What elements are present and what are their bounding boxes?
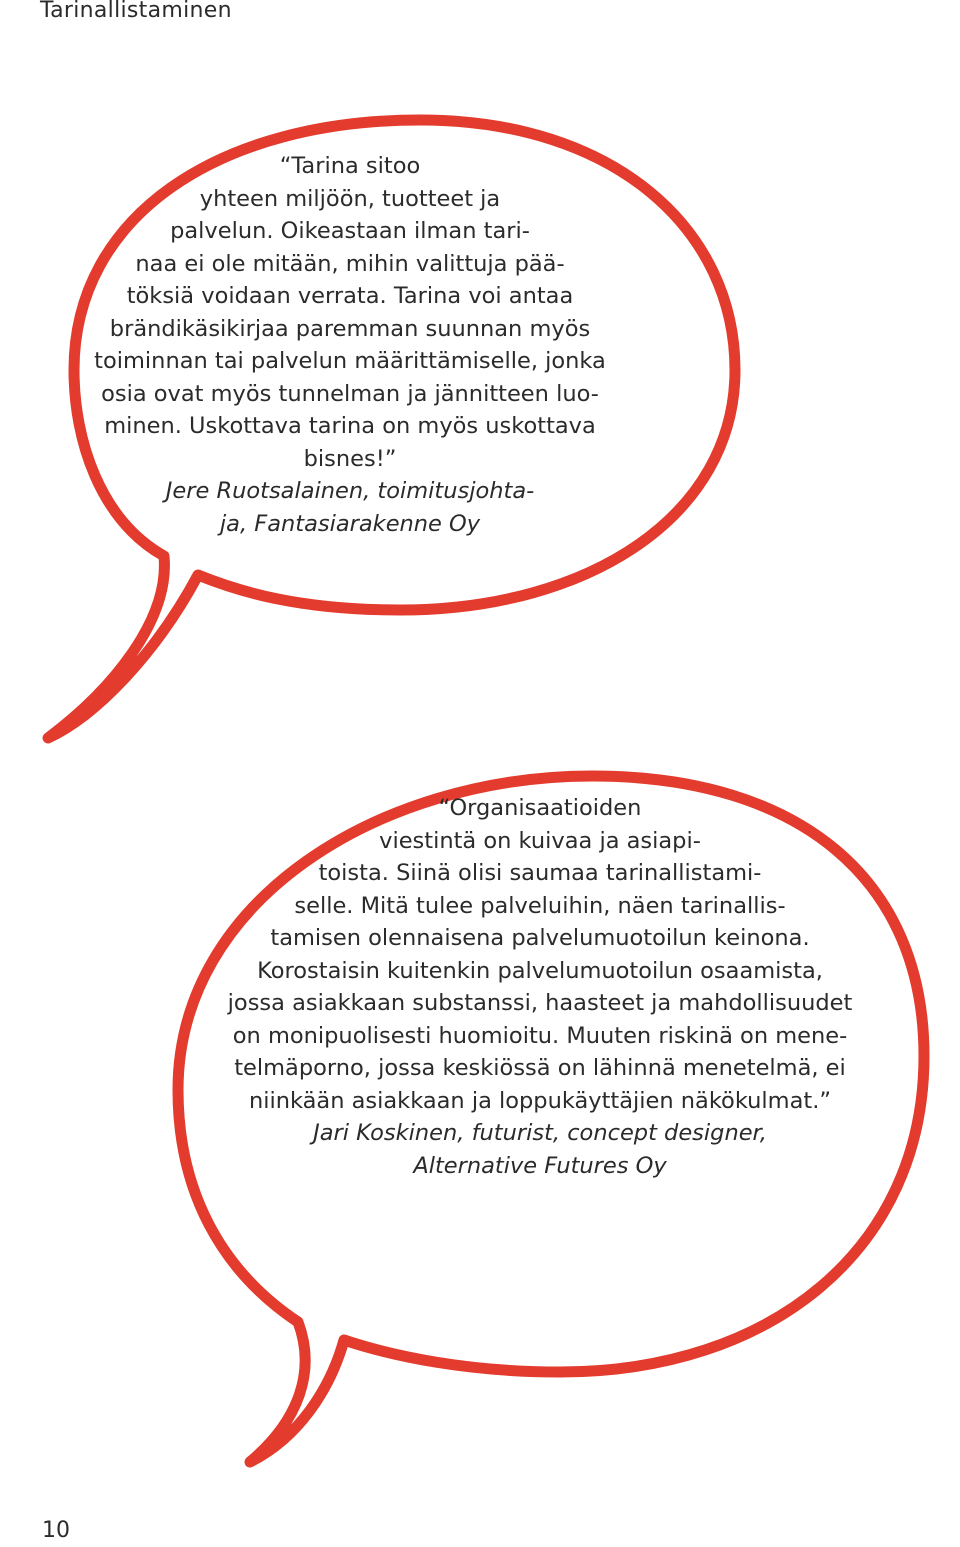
quote-line: yhteen miljöön, tuotteet ja — [199, 185, 501, 212]
quote-attribution: Alternative Futures Oy — [413, 1152, 667, 1179]
quote-line: toista. Siinä olisi saumaa tarinallistami- — [318, 860, 762, 886]
quote-line: töksiä voidaan verrata. Tarina voi antaa — [126, 283, 574, 309]
quote-line: osia ovat myös tunnelman ja jännitteen luo- — [101, 380, 599, 407]
quote-line: telmäporno, jossa keskiössä on lähinnä menetelmä, ei — [234, 1055, 846, 1081]
quote-line: “Organisaatioiden — [438, 795, 642, 821]
running-header: Tarinallistaminen — [40, 0, 232, 23]
quote-line: minen. Uskottava tarina on myös uskottava — [104, 413, 596, 439]
quote-line: jossa asiakkaan substanssi, haasteet ja mahdollisuudet — [227, 990, 853, 1016]
quote-line: on monipuolisesti huomioitu. Muuten riskinä on mene- — [232, 1022, 848, 1049]
quote-line: naa ei ole mitään, mihin valittuja pää- — [135, 250, 565, 277]
quote-jari-koskinen — [175, 792, 905, 1182]
page-number: 10 — [42, 1518, 70, 1543]
quote-line: bisnes!” — [303, 445, 397, 472]
quote-line: tamisen olennaisena palvelumuotoilun keinona. — [270, 925, 810, 951]
quote-jere-ruotsalainen — [60, 150, 640, 540]
quote-line: Korostaisin kuitenkin palvelumuotoilun osaamista, — [257, 957, 823, 984]
quote-line: brändikäsikirjaa paremman suunnan myös — [109, 315, 591, 342]
quote-line: selle. Mitä tulee palveluihin, näen tarinallis- — [294, 892, 786, 919]
quote-line: “Tarina sitoo — [279, 153, 421, 179]
quote-line: viestintä on kuivaa ja asiapi- — [379, 827, 701, 854]
quote-attribution: ja, Fantasiarakenne Oy — [219, 510, 481, 537]
quote-line: palvelun. Oikeastaan ilman tari- — [170, 218, 530, 244]
quote-line: toiminnan tai palvelun määrittämiselle, jonka — [94, 348, 606, 374]
quote-attribution: Jere Ruotsalainen, toimitusjohta- — [165, 478, 535, 504]
quote-line: niinkään asiakkaan ja loppukäyttäjien näkökulmat.” — [248, 1087, 832, 1114]
quote-attribution: Jari Koskinen, futurist, concept designer, — [313, 1120, 767, 1146]
